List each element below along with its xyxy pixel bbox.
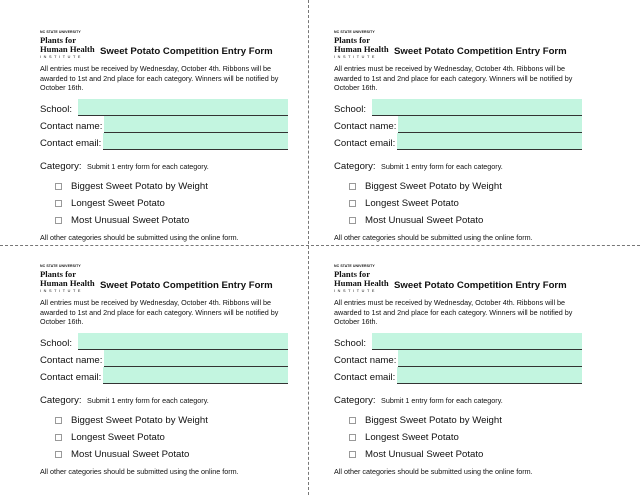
checkbox-icon[interactable]: [55, 217, 62, 224]
contact-email-input[interactable]: [103, 367, 288, 384]
category-heading: [334, 390, 582, 408]
checkbox-icon[interactable]: [349, 417, 356, 424]
institute-logo: [334, 30, 394, 60]
contact-fields: [40, 333, 288, 384]
school-label: School:: [334, 337, 366, 349]
option-label: Most Unusual Sweet Potato: [365, 448, 484, 460]
checkbox-icon[interactable]: [55, 451, 62, 458]
form-header: [40, 264, 288, 292]
form-header: [40, 30, 288, 58]
form-intro: All entries must be received by Wednesday, October 4th. Ribbons will be awarded to 1st and 2nd place for each category. Winners will be notified by October 16th.: [40, 64, 279, 92]
vertical-cut-line: [308, 0, 309, 495]
option-most-unusual[interactable]: [334, 446, 582, 463]
contact-email-input[interactable]: [103, 133, 288, 150]
contact-fields: [40, 99, 288, 150]
contact-name-label: Contact name:: [40, 120, 103, 132]
option-label: Longest Sweet Potato: [365, 197, 459, 209]
form-title: Sweet Potato Competition Entry Form: [394, 46, 567, 57]
contact-name-label: Contact name:: [334, 354, 397, 366]
school-label: School:: [40, 337, 72, 349]
contact-email-label: Contact email:: [40, 137, 102, 149]
option-label: Biggest Sweet Potato by Weight: [71, 414, 208, 426]
category-note: Submit 1 entry form for each category.: [381, 395, 503, 405]
school-input[interactable]: [372, 333, 582, 350]
category-label: Category:: [334, 394, 376, 406]
option-longest[interactable]: [40, 195, 288, 212]
checkbox-icon[interactable]: [55, 200, 62, 207]
option-longest[interactable]: [334, 429, 582, 446]
school-input[interactable]: [78, 99, 288, 116]
category-options: [334, 178, 582, 229]
form-footer-note: All other categories should be submitted using the online form.: [334, 466, 533, 476]
logo-university: NC STATE UNIVERSITY: [334, 264, 375, 268]
form-title: Sweet Potato Competition Entry Form: [100, 280, 273, 291]
category-options: [334, 412, 582, 463]
form-header: [334, 264, 582, 292]
logo-name-line2: Human Health: [40, 44, 95, 54]
category-label: Category:: [40, 394, 82, 406]
category-label: Category:: [40, 160, 82, 172]
checkbox-icon[interactable]: [55, 417, 62, 424]
logo-name-line2: Human Health: [334, 278, 389, 288]
school-field: [40, 99, 288, 116]
logo-institute: INSTITUTE: [40, 55, 84, 59]
institute-logo: [40, 30, 100, 60]
school-field: [334, 99, 582, 116]
option-label: Most Unusual Sweet Potato: [365, 214, 484, 226]
checkbox-icon[interactable]: [55, 183, 62, 190]
contact-email-field: [40, 367, 288, 384]
entry-form-card: [334, 264, 582, 474]
contact-name-input[interactable]: [398, 350, 582, 367]
contact-name-input[interactable]: [398, 116, 582, 133]
contact-fields: [334, 333, 582, 384]
contact-name-field: [40, 116, 288, 133]
category-heading: [40, 390, 288, 408]
logo-name-line1: Plants for: [334, 269, 371, 279]
category-options: [40, 178, 288, 229]
school-field: [334, 333, 582, 350]
logo-name-line1: Plants for: [334, 35, 371, 45]
option-most-unusual[interactable]: [334, 212, 582, 229]
checkbox-icon[interactable]: [349, 200, 356, 207]
checkbox-icon[interactable]: [349, 434, 356, 441]
contact-fields: [334, 99, 582, 150]
logo-university: NC STATE UNIVERSITY: [40, 264, 81, 268]
option-label: Most Unusual Sweet Potato: [71, 214, 190, 226]
contact-name-input[interactable]: [104, 350, 288, 367]
entry-form-card: [334, 30, 582, 240]
logo-name-line1: Plants for: [40, 269, 77, 279]
option-label: Biggest Sweet Potato by Weight: [71, 180, 208, 192]
logo-university: NC STATE UNIVERSITY: [334, 30, 375, 34]
option-label: Biggest Sweet Potato by Weight: [365, 414, 502, 426]
form-title: Sweet Potato Competition Entry Form: [394, 280, 567, 291]
option-longest[interactable]: [334, 195, 582, 212]
form-title: Sweet Potato Competition Entry Form: [100, 46, 273, 57]
option-biggest-by-weight[interactable]: [40, 178, 288, 195]
contact-email-label: Contact email:: [334, 371, 396, 383]
contact-email-input[interactable]: [397, 367, 582, 384]
contact-name-input[interactable]: [104, 116, 288, 133]
checkbox-icon[interactable]: [349, 217, 356, 224]
checkbox-icon[interactable]: [55, 434, 62, 441]
logo-institute: INSTITUTE: [40, 289, 84, 293]
school-input[interactable]: [78, 333, 288, 350]
institute-logo: [334, 264, 394, 294]
option-most-unusual[interactable]: [40, 446, 288, 463]
logo-name-line1: Plants for: [40, 35, 77, 45]
logo-institute: INSTITUTE: [334, 55, 378, 59]
form-intro: All entries must be received by Wednesday, October 4th. Ribbons will be awarded to 1st and 2nd place for each category. Winners will be notified by October 16th.: [334, 64, 573, 92]
institute-logo: [40, 264, 100, 294]
contact-name-field: [334, 350, 582, 367]
entry-form-card: [40, 264, 288, 474]
option-biggest-by-weight[interactable]: [334, 178, 582, 195]
option-label: Longest Sweet Potato: [71, 431, 165, 443]
category-heading: [334, 156, 582, 174]
form-footer-note: All other categories should be submitted using the online form.: [40, 232, 239, 242]
option-biggest-by-weight[interactable]: [334, 412, 582, 429]
category-label: Category:: [334, 160, 376, 172]
contact-email-field: [334, 133, 582, 150]
option-most-unusual[interactable]: [40, 212, 288, 229]
contact-name-field: [334, 116, 582, 133]
form-intro: All entries must be received by Wednesday, October 4th. Ribbons will be awarded to 1st and 2nd place for each category. Winners will be notified by October 16th.: [40, 298, 279, 326]
option-label: Longest Sweet Potato: [365, 431, 459, 443]
category-note: Submit 1 entry form for each category.: [87, 161, 209, 171]
contact-email-label: Contact email:: [334, 137, 396, 149]
option-label: Biggest Sweet Potato by Weight: [365, 180, 502, 192]
entry-form-card: [40, 30, 288, 240]
contact-name-field: [40, 350, 288, 367]
form-footer-note: All other categories should be submitted using the online form.: [40, 466, 239, 476]
logo-institute: INSTITUTE: [334, 289, 378, 293]
school-field: [40, 333, 288, 350]
logo-university: NC STATE UNIVERSITY: [40, 30, 81, 34]
form-intro: All entries must be received by Wednesday, October 4th. Ribbons will be awarded to 1st and 2nd place for each category. Winners will be notified by October 16th.: [334, 298, 573, 326]
school-input[interactable]: [372, 99, 582, 116]
form-footer-note: All other categories should be submitted using the online form.: [334, 232, 533, 242]
contact-email-input[interactable]: [397, 133, 582, 150]
checkbox-icon[interactable]: [349, 183, 356, 190]
contact-email-label: Contact email:: [40, 371, 102, 383]
contact-name-label: Contact name:: [334, 120, 397, 132]
option-longest[interactable]: [40, 429, 288, 446]
option-label: Most Unusual Sweet Potato: [71, 448, 190, 460]
option-biggest-by-weight[interactable]: [40, 412, 288, 429]
contact-name-label: Contact name:: [40, 354, 103, 366]
category-note: Submit 1 entry form for each category.: [87, 395, 209, 405]
school-label: School:: [40, 103, 72, 115]
school-label: School:: [334, 103, 366, 115]
option-label: Longest Sweet Potato: [71, 197, 165, 209]
category-heading: [40, 156, 288, 174]
form-header: [334, 30, 582, 58]
category-options: [40, 412, 288, 463]
checkbox-icon[interactable]: [349, 451, 356, 458]
contact-email-field: [40, 133, 288, 150]
logo-name-line2: Human Health: [334, 44, 389, 54]
category-note: Submit 1 entry form for each category.: [381, 161, 503, 171]
horizontal-cut-line: [0, 245, 640, 246]
contact-email-field: [334, 367, 582, 384]
logo-name-line2: Human Health: [40, 278, 95, 288]
